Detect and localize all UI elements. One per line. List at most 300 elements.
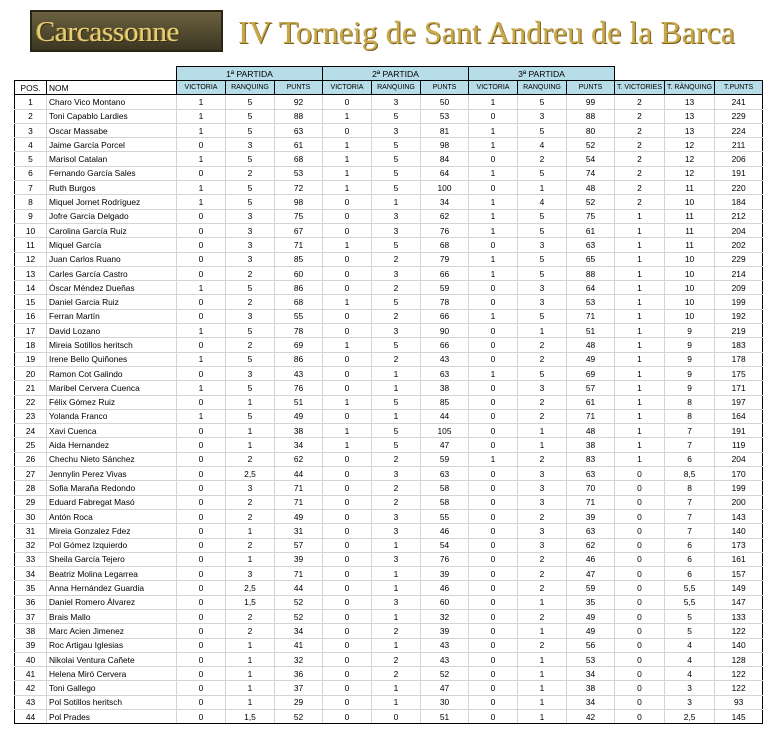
pos-cell: 34 (15, 567, 47, 581)
col-header-nom: NOM (47, 81, 177, 95)
punts-2-cell: 76 (421, 552, 469, 566)
pos-cell: 30 (15, 509, 47, 523)
name-cell: Chechu Nieto Sánchez (47, 452, 177, 466)
ranquing-2-cell: 2 (372, 352, 421, 366)
total-punts-cell: 122 (715, 681, 763, 695)
table-row (15, 710, 763, 724)
pos-cell: 37 (15, 609, 47, 623)
ranquing-3-cell: 3 (518, 281, 567, 295)
pos-cell: 1 (15, 95, 47, 109)
victoria-3-cell: 0 (469, 424, 518, 438)
victoria-2-cell: 0 (323, 195, 372, 209)
table-row (15, 309, 763, 323)
group-partida-1: 1ª PARTIDA (177, 67, 323, 81)
pos-cell: 44 (15, 710, 47, 724)
total-victories-cell: 0 (615, 567, 665, 581)
pos-cell: 38 (15, 624, 47, 638)
ranquing-2-cell: 1 (372, 381, 421, 395)
total-victories-cell: 1 (615, 252, 665, 266)
ranquing-2-cell: 5 (372, 181, 421, 195)
victoria-1-cell: 0 (177, 581, 226, 595)
punts-2-cell: 58 (421, 481, 469, 495)
col-header-punts-2: PUNTS (421, 81, 469, 95)
total-punts-cell: 164 (715, 409, 763, 423)
total-victories-cell: 1 (615, 438, 665, 452)
victoria-3-cell: 0 (469, 338, 518, 352)
ranquing-2-cell: 5 (372, 438, 421, 452)
table-row (15, 352, 763, 366)
total-victories-cell: 2 (615, 95, 665, 109)
pos-cell: 25 (15, 438, 47, 452)
victoria-1-cell: 0 (177, 524, 226, 538)
victoria-2-cell: 0 (323, 695, 372, 709)
ranquing-1-cell: 5 (226, 352, 275, 366)
total-victories-cell: 2 (615, 181, 665, 195)
table-row (15, 223, 763, 237)
total-punts-cell: 157 (715, 567, 763, 581)
pos-cell: 7 (15, 181, 47, 195)
punts-3-cell: 56 (567, 638, 615, 652)
ranquing-3-cell: 2 (518, 338, 567, 352)
victoria-2-cell: 0 (323, 524, 372, 538)
punts-2-cell: 47 (421, 681, 469, 695)
ranquing-1-cell: 2,5 (226, 467, 275, 481)
col-header-total-victories: T. VICTORIES (615, 81, 665, 95)
total-victories-cell: 1 (615, 266, 665, 280)
victoria-2-cell: 0 (323, 681, 372, 695)
victoria-2-cell: 0 (323, 95, 372, 109)
victoria-1-cell: 0 (177, 166, 226, 180)
total-victories-cell: 1 (615, 238, 665, 252)
total-ranquing-cell: 7 (665, 495, 715, 509)
ranquing-2-cell: 5 (372, 424, 421, 438)
name-cell: Félix Gómez Ruiz (47, 395, 177, 409)
ranquing-2-cell: 5 (372, 395, 421, 409)
victoria-3-cell: 1 (469, 452, 518, 466)
total-victories-cell: 1 (615, 309, 665, 323)
ranquing-3-cell: 2 (518, 609, 567, 623)
total-victories-cell: 0 (615, 652, 665, 666)
table-row (15, 524, 763, 538)
punts-1-cell: 43 (275, 366, 323, 380)
ranquing-1-cell: 3 (226, 567, 275, 581)
ranquing-3-cell: 3 (518, 238, 567, 252)
ranquing-2-cell: 2 (372, 495, 421, 509)
ranquing-3-cell: 1 (518, 324, 567, 338)
victoria-2-cell: 0 (323, 552, 372, 566)
name-cell: Oscar Massabe (47, 123, 177, 137)
total-victories-cell: 0 (615, 581, 665, 595)
pos-cell: 4 (15, 138, 47, 152)
table-row (15, 624, 763, 638)
table-row (15, 295, 763, 309)
victoria-3-cell: 1 (469, 223, 518, 237)
total-victories-cell: 1 (615, 338, 665, 352)
punts-1-cell: 63 (275, 123, 323, 137)
name-cell: Miquel García (47, 238, 177, 252)
total-ranquing-cell: 5,5 (665, 595, 715, 609)
victoria-1-cell: 0 (177, 424, 226, 438)
victoria-1-cell: 0 (177, 595, 226, 609)
punts-3-cell: 51 (567, 324, 615, 338)
total-victories-cell: 1 (615, 223, 665, 237)
punts-2-cell: 54 (421, 538, 469, 552)
victoria-3-cell: 0 (469, 609, 518, 623)
total-ranquing-cell: 7 (665, 438, 715, 452)
victoria-1-cell: 0 (177, 223, 226, 237)
punts-1-cell: 52 (275, 595, 323, 609)
ranquing-2-cell: 2 (372, 252, 421, 266)
punts-3-cell: 63 (567, 467, 615, 481)
ranquing-3-cell: 3 (518, 467, 567, 481)
ranquing-3-cell: 1 (518, 438, 567, 452)
total-ranquing-cell: 8 (665, 481, 715, 495)
punts-1-cell: 67 (275, 223, 323, 237)
table-row (15, 452, 763, 466)
ranquing-1-cell: 1 (226, 638, 275, 652)
ranquing-2-cell: 3 (372, 223, 421, 237)
punts-1-cell: 34 (275, 624, 323, 638)
pos-cell: 40 (15, 652, 47, 666)
ranquing-1-cell: 2 (226, 452, 275, 466)
victoria-3-cell: 1 (469, 195, 518, 209)
punts-2-cell: 90 (421, 324, 469, 338)
ranquing-1-cell: 5 (226, 123, 275, 137)
ranquing-2-cell: 2 (372, 281, 421, 295)
ranquing-1-cell: 2 (226, 624, 275, 638)
name-cell: Irene Bello Quiñones (47, 352, 177, 366)
group-partida-3: 3ª PARTIDA (469, 67, 615, 81)
total-punts-cell: 220 (715, 181, 763, 195)
pos-cell: 24 (15, 424, 47, 438)
victoria-3-cell: 0 (469, 652, 518, 666)
total-ranquing-cell: 11 (665, 223, 715, 237)
ranquing-2-cell: 1 (372, 695, 421, 709)
table-row (15, 209, 763, 223)
victoria-3-cell: 0 (469, 667, 518, 681)
punts-1-cell: 55 (275, 309, 323, 323)
table-row (15, 195, 763, 209)
punts-2-cell: 43 (421, 652, 469, 666)
victoria-1-cell: 0 (177, 652, 226, 666)
ranquing-2-cell: 5 (372, 138, 421, 152)
punts-2-cell: 66 (421, 338, 469, 352)
punts-3-cell: 57 (567, 381, 615, 395)
table-row (15, 166, 763, 180)
total-ranquing-cell: 3 (665, 695, 715, 709)
total-punts-cell: 122 (715, 667, 763, 681)
victoria-3-cell: 0 (469, 467, 518, 481)
victoria-2-cell: 0 (323, 609, 372, 623)
table-row (15, 552, 763, 566)
punts-2-cell: 66 (421, 266, 469, 280)
victoria-3-cell: 1 (469, 309, 518, 323)
ranquing-3-cell: 3 (518, 109, 567, 123)
pos-cell: 3 (15, 123, 47, 137)
ranquing-3-cell: 2 (518, 552, 567, 566)
name-cell: David Lozano (47, 324, 177, 338)
pos-cell: 21 (15, 381, 47, 395)
victoria-2-cell: 0 (323, 252, 372, 266)
victoria-1-cell: 1 (177, 409, 226, 423)
ranquing-2-cell: 5 (372, 109, 421, 123)
total-victories-cell: 0 (615, 638, 665, 652)
total-punts-cell: 93 (715, 695, 763, 709)
punts-1-cell: 41 (275, 638, 323, 652)
name-cell: Miquel Jornet Rodríguez (47, 195, 177, 209)
punts-1-cell: 68 (275, 295, 323, 309)
ranquing-3-cell: 1 (518, 652, 567, 666)
ranquing-3-cell: 2 (518, 152, 567, 166)
punts-2-cell: 62 (421, 209, 469, 223)
ranquing-2-cell: 3 (372, 209, 421, 223)
pos-cell: 10 (15, 223, 47, 237)
ranquing-2-cell: 3 (372, 123, 421, 137)
name-cell: Jennylin Perez Vivas (47, 467, 177, 481)
victoria-1-cell: 0 (177, 395, 226, 409)
victoria-2-cell: 1 (323, 138, 372, 152)
total-punts-cell: 145 (715, 710, 763, 724)
total-ranquing-cell: 9 (665, 381, 715, 395)
victoria-1-cell: 0 (177, 338, 226, 352)
name-cell: Aida Hernandez (47, 438, 177, 452)
col-header-total-punts: T.PUNTS (715, 81, 763, 95)
victoria-1-cell: 0 (177, 266, 226, 280)
victoria-2-cell: 0 (323, 309, 372, 323)
victoria-3-cell: 0 (469, 581, 518, 595)
total-punts-cell: 206 (715, 152, 763, 166)
total-punts-cell: 241 (715, 95, 763, 109)
victoria-1-cell: 1 (177, 324, 226, 338)
victoria-3-cell: 0 (469, 638, 518, 652)
punts-1-cell: 37 (275, 681, 323, 695)
total-victories-cell: 0 (615, 681, 665, 695)
col-header-punts-1: PUNTS (275, 81, 323, 95)
victoria-3-cell: 1 (469, 366, 518, 380)
victoria-1-cell: 0 (177, 509, 226, 523)
total-victories-cell: 0 (615, 667, 665, 681)
ranquing-3-cell: 2 (518, 509, 567, 523)
victoria-2-cell: 0 (323, 495, 372, 509)
punts-3-cell: 48 (567, 424, 615, 438)
total-punts-cell: 178 (715, 352, 763, 366)
ranquing-3-cell: 3 (518, 481, 567, 495)
ranquing-1-cell: 2 (226, 266, 275, 280)
victoria-1-cell: 1 (177, 352, 226, 366)
total-punts-cell: 214 (715, 266, 763, 280)
ranquing-1-cell: 1,5 (226, 710, 275, 724)
punts-2-cell: 59 (421, 281, 469, 295)
total-punts-cell: 191 (715, 166, 763, 180)
ranquing-1-cell: 2 (226, 609, 275, 623)
total-ranquing-cell: 3 (665, 681, 715, 695)
victoria-3-cell: 1 (469, 209, 518, 223)
pos-cell: 9 (15, 209, 47, 223)
victoria-1-cell: 1 (177, 381, 226, 395)
ranquing-2-cell: 3 (372, 95, 421, 109)
ranquing-1-cell: 5 (226, 324, 275, 338)
total-victories-cell: 0 (615, 509, 665, 523)
punts-1-cell: 39 (275, 552, 323, 566)
total-punts-cell: 175 (715, 366, 763, 380)
victoria-2-cell: 1 (323, 438, 372, 452)
victoria-3-cell: 0 (469, 538, 518, 552)
total-victories-cell: 0 (615, 595, 665, 609)
punts-3-cell: 54 (567, 152, 615, 166)
total-victories-cell: 1 (615, 395, 665, 409)
punts-1-cell: 86 (275, 281, 323, 295)
punts-2-cell: 100 (421, 181, 469, 195)
total-punts-cell: 183 (715, 338, 763, 352)
victoria-3-cell: 0 (469, 595, 518, 609)
ranquing-2-cell: 5 (372, 295, 421, 309)
punts-1-cell: 71 (275, 495, 323, 509)
table-row (15, 495, 763, 509)
total-punts-cell: 128 (715, 652, 763, 666)
victoria-3-cell: 0 (469, 324, 518, 338)
total-punts-cell: 219 (715, 324, 763, 338)
victoria-2-cell: 1 (323, 424, 372, 438)
ranquing-1-cell: 3 (226, 309, 275, 323)
name-cell: Eduard Fabregat Masó (47, 495, 177, 509)
name-cell: Jofre García Delgado (47, 209, 177, 223)
name-cell: Mireia Gonzalez Fdez (47, 524, 177, 538)
total-ranquing-cell: 2,5 (665, 710, 715, 724)
punts-2-cell: 51 (421, 710, 469, 724)
total-punts-cell: 209 (715, 281, 763, 295)
victoria-2-cell: 1 (323, 166, 372, 180)
punts-2-cell: 66 (421, 309, 469, 323)
punts-3-cell: 70 (567, 481, 615, 495)
total-victories-cell: 0 (615, 695, 665, 709)
table-row (15, 609, 763, 623)
name-cell: Xavi Cuenca (47, 424, 177, 438)
pos-cell: 8 (15, 195, 47, 209)
victoria-1-cell: 0 (177, 438, 226, 452)
ranquing-2-cell: 3 (372, 524, 421, 538)
total-ranquing-cell: 6 (665, 552, 715, 566)
victoria-2-cell: 0 (323, 538, 372, 552)
total-ranquing-cell: 6 (665, 538, 715, 552)
punts-3-cell: 46 (567, 552, 615, 566)
punts-3-cell: 71 (567, 309, 615, 323)
col-header-victoria-3: VICTORIA (469, 81, 518, 95)
total-ranquing-cell: 7 (665, 424, 715, 438)
ranquing-1-cell: 1 (226, 524, 275, 538)
ranquing-2-cell: 5 (372, 238, 421, 252)
victoria-1-cell: 0 (177, 309, 226, 323)
punts-3-cell: 49 (567, 624, 615, 638)
col-header-punts-3: PUNTS (567, 81, 615, 95)
total-punts-cell: 140 (715, 638, 763, 652)
victoria-2-cell: 0 (323, 352, 372, 366)
pos-cell: 32 (15, 538, 47, 552)
total-ranquing-cell: 8 (665, 395, 715, 409)
ranquing-3-cell: 1 (518, 424, 567, 438)
victoria-2-cell: 1 (323, 152, 372, 166)
pos-cell: 11 (15, 238, 47, 252)
pos-cell: 29 (15, 495, 47, 509)
table-row (15, 652, 763, 666)
punts-2-cell: 85 (421, 395, 469, 409)
ranquing-3-cell: 2 (518, 567, 567, 581)
victoria-2-cell: 1 (323, 238, 372, 252)
punts-3-cell: 35 (567, 595, 615, 609)
pos-cell: 5 (15, 152, 47, 166)
punts-2-cell: 39 (421, 624, 469, 638)
total-victories-cell: 2 (615, 152, 665, 166)
victoria-1-cell: 1 (177, 95, 226, 109)
ranquing-3-cell: 3 (518, 538, 567, 552)
total-ranquing-cell: 10 (665, 295, 715, 309)
table-row (15, 509, 763, 523)
total-victories-cell: 1 (615, 324, 665, 338)
victoria-2-cell: 1 (323, 338, 372, 352)
total-ranquing-cell: 11 (665, 238, 715, 252)
punts-2-cell: 63 (421, 467, 469, 481)
punts-2-cell: 34 (421, 195, 469, 209)
total-victories-cell: 0 (615, 467, 665, 481)
punts-2-cell: 84 (421, 152, 469, 166)
punts-2-cell: 55 (421, 509, 469, 523)
blank-cell (47, 67, 177, 81)
ranquing-1-cell: 5 (226, 281, 275, 295)
name-cell: Roc Artigau Iglesias (47, 638, 177, 652)
punts-3-cell: 48 (567, 338, 615, 352)
victoria-1-cell: 0 (177, 609, 226, 623)
total-punts-cell: 173 (715, 538, 763, 552)
ranquing-1-cell: 1 (226, 681, 275, 695)
victoria-1-cell: 1 (177, 281, 226, 295)
ranquing-1-cell: 1 (226, 652, 275, 666)
table-row (15, 409, 763, 423)
punts-2-cell: 46 (421, 524, 469, 538)
victoria-1-cell: 1 (177, 152, 226, 166)
punts-3-cell: 99 (567, 95, 615, 109)
blank-cell (15, 67, 47, 81)
punts-1-cell: 29 (275, 695, 323, 709)
ranquing-3-cell: 2 (518, 409, 567, 423)
punts-1-cell: 49 (275, 509, 323, 523)
ranquing-2-cell: 2 (372, 481, 421, 495)
victoria-2-cell: 0 (323, 595, 372, 609)
ranquing-3-cell: 1 (518, 181, 567, 195)
victoria-3-cell: 0 (469, 481, 518, 495)
total-victories-cell: 0 (615, 495, 665, 509)
ranquing-2-cell: 1 (372, 409, 421, 423)
punts-2-cell: 46 (421, 581, 469, 595)
ranquing-2-cell: 3 (372, 509, 421, 523)
ranquing-1-cell: 3 (226, 481, 275, 495)
ranquing-3-cell: 5 (518, 266, 567, 280)
total-punts-cell: 199 (715, 295, 763, 309)
victoria-3-cell: 0 (469, 381, 518, 395)
table-row (15, 138, 763, 152)
table-row (15, 95, 763, 109)
name-cell: Beatriz Molina Legarrea (47, 567, 177, 581)
ranquing-2-cell: 1 (372, 567, 421, 581)
table-row (15, 424, 763, 438)
name-cell: Toni Capablo Lardies (47, 109, 177, 123)
pos-cell: 27 (15, 467, 47, 481)
table-row (15, 667, 763, 681)
ranquing-3-cell: 5 (518, 309, 567, 323)
victoria-3-cell: 1 (469, 266, 518, 280)
ranquing-1-cell: 5 (226, 109, 275, 123)
punts-3-cell: 88 (567, 266, 615, 280)
total-victories-cell: 1 (615, 381, 665, 395)
punts-3-cell: 47 (567, 567, 615, 581)
